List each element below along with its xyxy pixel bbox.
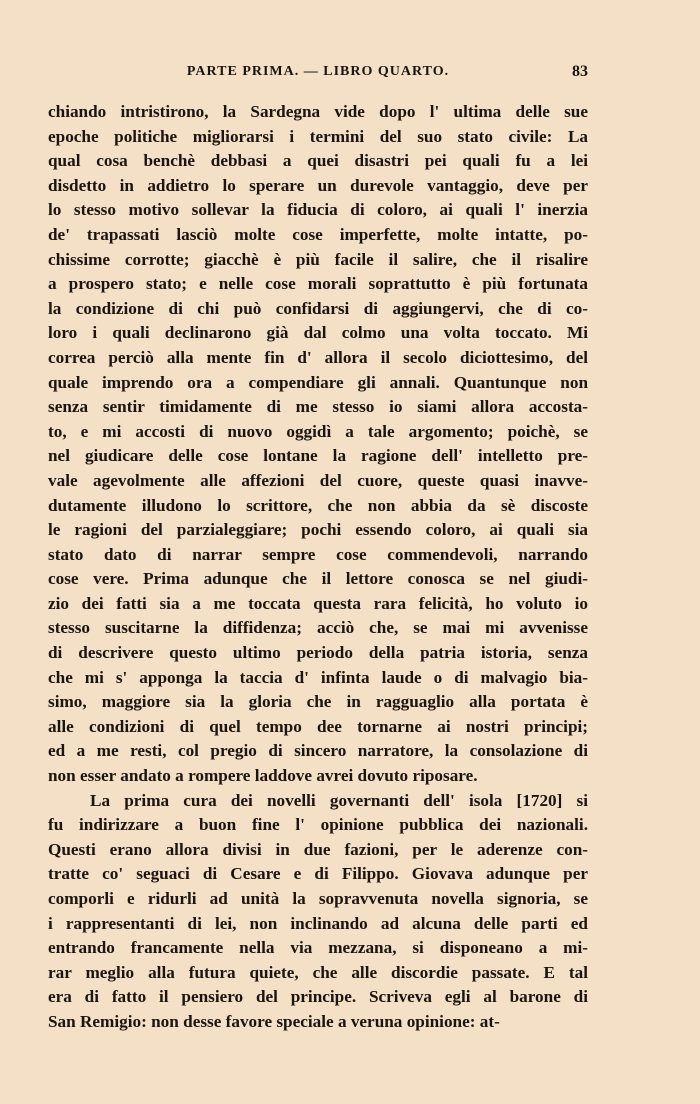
text-line: San Remigio: non desse favore speciale a veruna opinione: at- bbox=[48, 1011, 500, 1031]
text-line: rar meglio alla futura quiete, che alle discordie passate. E tal bbox=[48, 962, 588, 982]
text-line: non esser andato a rompere laddove avrei dovuto riposare. bbox=[48, 766, 478, 786]
text-line: fu indirizzare a buon fine l' opinione pubblica dei nazionali. bbox=[48, 815, 588, 835]
text-line: senza sentir timidamente di me stesso io siami allora accosta- bbox=[48, 397, 588, 417]
text-line: a prospero stato; e nelle cose morali soprattutto è più fortunata bbox=[48, 274, 588, 294]
paragraph bbox=[48, 789, 588, 1035]
text-line: cose vere. Prima adunque che il lettore conosca se nel giudi- bbox=[48, 569, 588, 589]
text-line: correa perciò alla mente fin d' allora il secolo diciottesimo, del bbox=[48, 347, 588, 367]
text-line: tratte co' seguaci di Cesare e di Filippo. Giovava adunque per bbox=[48, 864, 588, 884]
text-line: di descrivere questo ultimo periodo della patria istoria, senza bbox=[48, 643, 588, 663]
text-line: lo stesso motivo sollevar la fiducia di coloro, ai quali l' inerzia bbox=[48, 200, 588, 220]
text-line: qual cosa benchè debbasi a quei disastri pei quali fu a lei bbox=[48, 151, 588, 171]
text-line: vale agevolmente alle affezioni del cuore, queste quasi inavve- bbox=[48, 470, 588, 490]
text-line: simo, maggiore sia la gloria che in ragguaglio alla portata è bbox=[48, 692, 588, 712]
text-line: loro i quali declinarono già dal colmo una volta toccato. Mi bbox=[48, 323, 588, 343]
text-line: i rappresentanti di lei, non inclinando ad alcuna delle parti ed bbox=[48, 913, 588, 933]
text-line: stato dato di narrar sempre cose commendevoli, narrando bbox=[48, 544, 588, 564]
text-line: disdetto in addietro lo sperare un durevole vantaggio, deve per bbox=[48, 175, 588, 195]
text-line: comporli e ridurli ad unità la sopravvenuta novella signoria, se bbox=[48, 889, 588, 908]
text-line: era di fatto il pensiero del principe. Scriveva egli al barone di bbox=[48, 987, 588, 1007]
running-title: PARTE PRIMA. — LIBRO QUARTO. bbox=[186, 64, 450, 79]
paragraph bbox=[48, 100, 588, 789]
text-line: ed a me resti, col pregio di sincero narratore, la consolazione di bbox=[48, 741, 588, 761]
text-line: epoche politiche migliorarsi i termini del suo stato civile: La bbox=[48, 126, 588, 146]
text-line: la condizione di chi può confidarsi di aggiungervi, che di co- bbox=[48, 298, 588, 318]
page-header bbox=[48, 64, 588, 86]
text-line: chissime corrotte; giacchè è più facile il salire, che il risalire bbox=[48, 249, 588, 269]
text-line: alle condizioni di quel tempo dee tornarne ai nostri principi; bbox=[48, 716, 588, 736]
text-line: che mi s' apponga la taccia d' infinta laude o di malvagio bia- bbox=[48, 667, 588, 687]
text-line: le ragioni del parzialeggiare; pochi essendo coloro, ai quali sia bbox=[48, 520, 588, 540]
text-line: to, e mi accosti di nuovo oggidì a tale argomento; poichè, se bbox=[48, 421, 588, 441]
text-line: La prima cura dei novelli governanti dell' isola [1720] si bbox=[90, 790, 588, 810]
text-line: Questi erano allora divisi in due fazioni, per le aderenze con- bbox=[48, 839, 588, 859]
text-line: nel giudicare delle cose lontane la ragione dell' intelletto pre- bbox=[48, 446, 588, 466]
text-line: de' trapassati lasciò molte cose imperfette, molte intatte, po- bbox=[48, 224, 588, 244]
page-number: 83 bbox=[572, 63, 588, 80]
text-line: zio dei fatti sia a me toccata questa rara felicità, ho voluto io bbox=[48, 593, 588, 613]
text-line: entrando francamente nella via mezzana, si disponeano a mi- bbox=[48, 938, 588, 958]
text-line: stesso suscitarne la diffidenza; acciò che, se mai mi avvenisse bbox=[48, 618, 588, 638]
body-text bbox=[48, 100, 588, 1035]
text-line: chiando intristirono, la Sardegna vide dopo l' ultima delle sue bbox=[48, 102, 588, 121]
text-line: dutamente illudono lo scrittore, che non abbia da sè discoste bbox=[48, 495, 588, 515]
text-line: quale imprendo ora a compendiare gli annali. Quantunque non bbox=[48, 372, 588, 392]
